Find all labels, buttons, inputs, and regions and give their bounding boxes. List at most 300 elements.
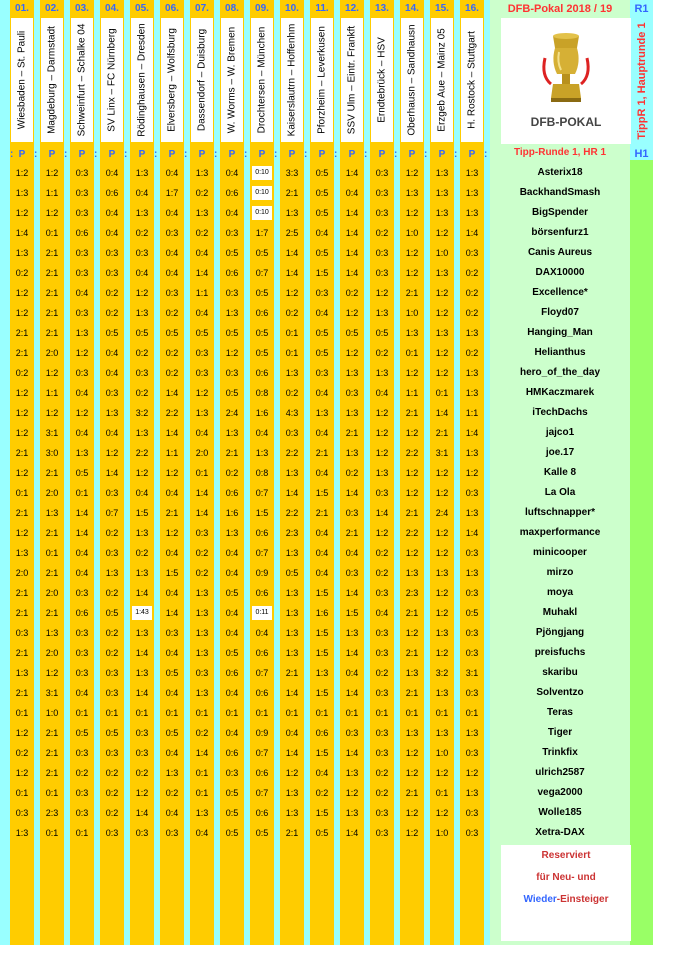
tip-cell: 0:5: [315, 168, 329, 178]
tip-cell: 1:5: [315, 588, 329, 598]
tip-cell: 2:1: [315, 448, 329, 458]
match-name: H. Rostock – Stuttgart: [466, 31, 478, 129]
tip-cell: 0:4: [195, 428, 209, 438]
points-colon: :: [394, 149, 398, 160]
tip-cell: 0:3: [375, 268, 389, 278]
tip-cell: 0:4: [165, 488, 179, 498]
match-number: 10.: [285, 3, 299, 14]
player-name: BigSpender: [531, 207, 589, 218]
tip-cell: 2:1: [15, 448, 29, 458]
tip-cell: 1:7: [255, 228, 269, 238]
tip-cell: 0:5: [165, 668, 179, 678]
tip-cell: 2:1: [405, 288, 419, 298]
tip-cell: 0:5: [105, 608, 119, 618]
reserved-line-2: für Neu- und: [536, 872, 596, 883]
tip-cell: 0:3: [75, 748, 89, 758]
points-colon: :: [10, 149, 14, 160]
tip-cell: 0:6: [255, 688, 269, 698]
tip-cell: 1:3: [405, 188, 419, 198]
tip-cell: 0:2: [465, 348, 479, 358]
tip-cell: 1:2: [345, 308, 359, 318]
tip-cell: 0:5: [225, 328, 239, 338]
tip-cell: 0:2: [375, 788, 389, 798]
player-name: Kalle 8: [543, 467, 577, 478]
tip-cell: 0:3: [345, 508, 359, 518]
tip-cell: 1:2: [15, 388, 29, 398]
tip-cell: 0:3: [135, 828, 149, 838]
tip-cell: 2:1: [405, 648, 419, 658]
tip-cell: 0:3: [135, 368, 149, 378]
tip-cell: 0:4: [315, 568, 329, 578]
tip-cell: 0:6: [255, 768, 269, 778]
tip-cell: 1:5: [135, 508, 149, 518]
tip-cell: 1:3: [75, 448, 89, 458]
tip-cell: 3:1: [465, 668, 479, 678]
tip-cell: 0:3: [375, 208, 389, 218]
tip-cell: 1:3: [195, 588, 209, 598]
tip-cell: 0:1: [195, 468, 209, 478]
tip-cell: 1:2: [15, 468, 29, 478]
tip-cell: 0:4: [165, 748, 179, 758]
tip-cell: 1:2: [405, 548, 419, 558]
tip-cell: 0:4: [75, 688, 89, 698]
tip-cell: 0:3: [375, 808, 389, 818]
match-name: Rödinghausen – Dresden: [136, 23, 148, 137]
tip-cell: 2:1: [405, 688, 419, 698]
tip-cell: 1:3: [345, 768, 359, 778]
tip-cell: 0:6: [315, 728, 329, 738]
tip-cell: 4:3: [285, 408, 299, 418]
tip-cell: 0:5: [465, 608, 479, 618]
tip-cell: 0:4: [105, 168, 119, 178]
tip-cell: 0:4: [135, 268, 149, 278]
points-colon: :: [154, 149, 158, 160]
tip-cell: 1:2: [405, 748, 419, 758]
tip-cell: 0:2: [465, 308, 479, 318]
tip-cell: 0:5: [105, 728, 119, 738]
tip-cell: 1:2: [15, 768, 29, 778]
tip-cell: 0:4: [225, 628, 239, 638]
tip-cell: 0:3: [165, 288, 179, 298]
match-name: Kaiserslautrn – Hoffenhm: [286, 23, 298, 137]
tip-cell: 0:4: [315, 548, 329, 558]
tip-cell: 1:3: [135, 528, 149, 538]
tip-cell: 0:10: [252, 166, 272, 180]
tip-cell: 0:5: [255, 348, 269, 358]
tip-cell: 1:3: [45, 508, 59, 518]
tip-cell: 1:6: [225, 508, 239, 518]
tip-cell: 1:3: [15, 248, 29, 258]
player-name: Excellence*: [532, 287, 588, 298]
player-name: mirzo: [546, 567, 574, 578]
points-marker: P: [138, 149, 146, 160]
tip-cell: 0:1: [435, 388, 449, 398]
tip-cell: 1:4: [465, 228, 479, 238]
tip-cell: 1:4: [345, 228, 359, 238]
player-name: iTechDachs: [532, 407, 588, 418]
tip-cell: 0:2: [105, 528, 119, 538]
tip-cell: 2:1: [45, 728, 59, 738]
tip-cell: 2:4: [225, 408, 239, 418]
match-name-box: [251, 18, 273, 142]
tip-cell: 2:1: [15, 588, 29, 598]
points-marker: P: [438, 149, 446, 160]
tip-cell: 0:4: [225, 548, 239, 558]
tip-cell: 0:4: [225, 688, 239, 698]
player-name: Asterix18: [537, 167, 583, 178]
tip-cell: 0:11: [252, 606, 272, 620]
tip-cell: 1:4: [135, 808, 149, 818]
tip-cell: 0:2: [15, 748, 29, 758]
tip-cell: 1:4: [345, 828, 359, 838]
match-number: 12.: [345, 3, 359, 14]
tip-cell: 0:4: [105, 368, 119, 378]
tip-cell: 0:2: [15, 268, 29, 278]
tip-cell: 2:1: [45, 328, 59, 338]
tip-cell: 0:7: [255, 488, 269, 498]
tip-cell: 0:3: [75, 208, 89, 218]
player-name: hero_of_the_day: [519, 367, 601, 378]
tip-cell: 1:3: [435, 628, 449, 638]
match-name: Schweinfurt – Schalke 04: [76, 23, 88, 137]
tip-cell: 0:4: [105, 428, 119, 438]
tip-cell: 1:4: [375, 508, 389, 518]
tip-cell: 0:3: [225, 368, 239, 378]
tip-cell: 1:2: [285, 288, 299, 298]
tip-cell: 0:2: [345, 288, 359, 298]
tip-cell: 0:2: [195, 728, 209, 738]
tip-cell: 2:1: [15, 328, 29, 338]
tip-cell: 1:3: [435, 268, 449, 278]
tip-cell: 1:4: [285, 488, 299, 498]
tip-cell: 1:3: [285, 548, 299, 558]
tip-cell: 0:3: [195, 348, 209, 358]
tip-cell: 1:4: [345, 488, 359, 498]
tip-cell: 2:1: [405, 408, 419, 418]
tip-cell: 1:1: [45, 388, 59, 398]
tip-cell: 1:3: [135, 668, 149, 678]
tip-cell: 1:2: [225, 348, 239, 358]
tip-cell: 1:5: [315, 628, 329, 638]
tip-cell: 0:1: [375, 708, 389, 718]
logo-text: DFB-POKAL: [530, 115, 602, 129]
tip-cell: 1:3: [135, 568, 149, 578]
tip-cell: 0:4: [75, 288, 89, 298]
tip-cell: 1:4: [165, 608, 179, 618]
tip-cell: 1:2: [435, 368, 449, 378]
tip-cell: 3:1: [435, 448, 449, 458]
tip-cell: 3:2: [135, 408, 149, 418]
tip-cell: 1:4: [465, 528, 479, 538]
tip-cell: 0:4: [135, 488, 149, 498]
tip-cell: 0:10: [252, 206, 272, 220]
tip-cell: 1:3: [285, 628, 299, 638]
player-name: Floyd07: [541, 307, 579, 318]
tip-cell: 0:1: [45, 548, 59, 558]
trophy-icon: [501, 18, 631, 144]
tip-cell: 0:4: [105, 348, 119, 358]
tip-cell: 1:3: [75, 328, 89, 338]
tip-cell: 1:3: [285, 608, 299, 618]
tip-cell: 1:3: [105, 568, 119, 578]
tip-cell: 1:4: [195, 268, 209, 278]
tipp-runde-label: Tipp-Runde 1, HR 1: [513, 147, 607, 158]
points-marker: P: [348, 149, 356, 160]
tip-cell: 0:6: [225, 268, 239, 278]
tip-cell: 2:2: [285, 508, 299, 518]
tip-cell: 0:2: [285, 388, 299, 398]
tip-cell: 3:3: [285, 168, 299, 178]
tip-cell: 0:5: [195, 328, 209, 338]
tip-cell: 0:2: [105, 788, 119, 798]
tip-cell: 1:5: [315, 648, 329, 658]
tip-cell: 1:2: [405, 808, 419, 818]
tip-cell: 0:6: [255, 528, 269, 538]
points-colon: :: [244, 149, 248, 160]
tip-cell: 0:1: [45, 788, 59, 798]
tip-cell: 0:3: [165, 628, 179, 638]
points-marker: P: [108, 149, 116, 160]
tip-cell: 0:2: [135, 768, 149, 778]
tip-cell: 1:4: [435, 408, 449, 418]
dfb-pokal-logo: [501, 18, 631, 144]
points-colon: :: [424, 149, 428, 160]
tip-cell: 0:3: [375, 248, 389, 258]
tip-cell: 0:3: [105, 388, 119, 398]
tip-cell: 0:6: [75, 608, 89, 618]
player-name: Xetra-DAX: [535, 827, 585, 838]
tip-cell: 1:3: [315, 408, 329, 418]
tip-cell: 0:5: [225, 808, 239, 818]
tip-cell: 1:4: [135, 688, 149, 698]
tip-cell: 0:2: [225, 468, 239, 478]
player-name: preisfuchs: [534, 647, 586, 658]
tip-cell: 0:1: [405, 348, 419, 358]
tip-cell: 0:5: [225, 828, 239, 838]
tip-cell: 1:3: [465, 168, 479, 178]
tip-cell: 1:2: [75, 408, 89, 418]
player-name: luftschnapper*: [524, 507, 595, 518]
points-marker: P: [288, 149, 296, 160]
tip-cell: 2:4: [435, 508, 449, 518]
tip-cell: 0:2: [165, 788, 179, 798]
tip-cell: 0:3: [465, 248, 479, 258]
tip-cell: 1:3: [225, 428, 239, 438]
match-name-box: [221, 18, 243, 142]
tip-cell: 1:5: [315, 808, 329, 818]
points-marker: P: [378, 149, 386, 160]
tip-cell: 0:1: [225, 708, 239, 718]
points-colon: :: [484, 149, 488, 160]
tip-cell: 1:2: [15, 308, 29, 318]
tip-cell: 0:6: [255, 588, 269, 598]
tip-cell: 0:4: [165, 168, 179, 178]
tip-cell: 2:1: [285, 668, 299, 678]
tip-cell: 2:1: [45, 768, 59, 778]
tip-cell: 0:3: [15, 808, 29, 818]
tip-cell: 0:2: [105, 588, 119, 598]
tip-cell: 0:3: [105, 748, 119, 758]
tip-cell: 2:1: [45, 468, 59, 478]
tip-cell: 0:2: [465, 268, 479, 278]
tip-cell: 1:3: [435, 728, 449, 738]
match-name: Wiesbaden – St. Pauli: [16, 30, 28, 130]
tip-cell: 0:7: [255, 788, 269, 798]
tip-cell: 0:5: [285, 568, 299, 578]
match-name-box: [371, 18, 393, 142]
tip-cell: 0:3: [195, 668, 209, 678]
tip-cell: 1:4: [345, 648, 359, 658]
tip-cell: 1:2: [435, 808, 449, 818]
tip-cell: 1:3: [465, 568, 479, 578]
tip-cell: 2:2: [405, 528, 419, 538]
tip-cell: 0:2: [135, 348, 149, 358]
tip-cell: 0:3: [75, 248, 89, 258]
tip-cell: 0:5: [225, 248, 239, 258]
tip-cell: 1:2: [345, 348, 359, 358]
tip-cell: 0:4: [375, 608, 389, 618]
tip-cell: 1:4: [195, 508, 209, 518]
tip-cell: 1:3: [15, 828, 29, 838]
tip-cell: 0:1: [45, 828, 59, 838]
tip-cell: 1:3: [225, 528, 239, 538]
tip-cell: 0:3: [375, 728, 389, 738]
player-name: Muhakl: [542, 607, 578, 618]
tip-cell: 2:5: [285, 228, 299, 238]
tip-cell: 0:3: [75, 588, 89, 598]
match-name: Erzgeb Aue – Mainz 05: [436, 28, 448, 132]
tip-cell: 0:2: [375, 228, 389, 238]
tip-cell: 1:2: [15, 168, 29, 178]
tip-cell: 0:4: [195, 308, 209, 318]
match-name-box: [401, 18, 423, 142]
tip-cell: 1:2: [45, 408, 59, 418]
tip-cell: 0:3: [105, 248, 119, 258]
tip-cell: 0:2: [195, 548, 209, 558]
tip-cell: 1:2: [405, 428, 419, 438]
tip-cell: 0:2: [345, 468, 359, 478]
tip-cell: 0:1: [435, 788, 449, 798]
tip-cell: 0:4: [225, 728, 239, 738]
tip-cell: 0:3: [75, 808, 89, 818]
tip-cell: 0:3: [345, 728, 359, 738]
tip-cell: 0:3: [225, 288, 239, 298]
tip-cell: 0:1: [15, 488, 29, 498]
tip-cell: 0:4: [375, 388, 389, 398]
tip-cell: 0:8: [255, 388, 269, 398]
tip-cell: 0:2: [105, 288, 119, 298]
tip-cell: 0:4: [195, 248, 209, 258]
tip-cell: 0:1: [465, 708, 479, 718]
tip-cell: 1:3: [195, 648, 209, 658]
tip-cell: 0:3: [315, 288, 329, 298]
tip-cell: 1:3: [195, 168, 209, 178]
tip-cell: 1:3: [435, 208, 449, 218]
tip-cell: 1:2: [405, 468, 419, 478]
tip-cell: 1:4: [285, 748, 299, 758]
tip-cell: 0:4: [165, 268, 179, 278]
tip-cell: 1:3: [135, 168, 149, 178]
tip-cell: 1:3: [375, 368, 389, 378]
tip-cell: 0:8: [255, 468, 269, 478]
round-vertical-label: TippR 1, Hauptrunde 1: [635, 22, 648, 140]
tip-cell: 1:1: [45, 188, 59, 198]
tip-cell: 2:1: [15, 608, 29, 618]
tip-cell: 0:6: [225, 668, 239, 678]
tip-cell: 0:3: [165, 828, 179, 838]
match-name-box: [461, 18, 483, 142]
tip-cell: 2:0: [195, 448, 209, 458]
tip-cell: 0:1: [195, 708, 209, 718]
tip-cell: 0:3: [75, 168, 89, 178]
tip-cell: 0:4: [105, 228, 119, 238]
tip-cell: 0:2: [465, 288, 479, 298]
points-marker: P: [468, 149, 476, 160]
tip-cell: 0:6: [225, 188, 239, 198]
tip-cell: 0:3: [75, 188, 89, 198]
points-colon: :: [94, 149, 98, 160]
tip-cell: 0:4: [225, 208, 239, 218]
tip-cell: 0:9: [255, 568, 269, 578]
tip-cell: 1:2: [435, 548, 449, 558]
tip-cell: 1:2: [15, 408, 29, 418]
tip-cell: 1:3: [465, 388, 479, 398]
points-colon: :: [454, 149, 458, 160]
tip-cell: 1:3: [285, 808, 299, 818]
match-name: SSV Ulm – Eintr. Frankft: [346, 25, 358, 135]
tip-cell: 0:5: [315, 828, 329, 838]
tip-cell: 2:0: [45, 648, 59, 658]
tip-cell: 1:3: [195, 608, 209, 618]
tip-cell: 0:3: [465, 808, 479, 818]
tip-cell: 1:2: [405, 268, 419, 278]
tip-cell: 0:7: [105, 508, 119, 518]
tip-cell: 0:3: [75, 788, 89, 798]
tip-cell: 0:4: [165, 248, 179, 258]
tip-cell: 0:10: [252, 186, 272, 200]
tip-cell: 1:2: [405, 768, 419, 778]
points-colon: :: [124, 149, 128, 160]
tip-cell: 0:9: [255, 728, 269, 738]
tip-cell: 1:3: [375, 308, 389, 318]
tip-cell: 1:4: [285, 688, 299, 698]
tip-cell: 0:3: [75, 648, 89, 658]
tip-cell: 2:2: [165, 408, 179, 418]
tip-cell: 1:3: [105, 408, 119, 418]
tip-cell: 0:3: [105, 828, 119, 838]
tip-cell: 1:6: [255, 408, 269, 418]
tip-cell: 0:7: [255, 668, 269, 678]
tip-cell: 2:1: [345, 428, 359, 438]
tip-cell: 1:5: [345, 608, 359, 618]
tip-cell: 2:2: [285, 448, 299, 458]
tip-cell: 1:3: [225, 308, 239, 318]
tip-cell: 1:3: [435, 688, 449, 698]
match-name: W. Worms – W. Bremen: [226, 26, 238, 134]
tip-cell: 1:2: [465, 468, 479, 478]
tip-cell: 0:5: [225, 388, 239, 398]
tip-cell: 1:3: [285, 648, 299, 658]
tip-cell: 1:3: [435, 188, 449, 198]
player-name: börsenfurz1: [531, 227, 589, 238]
tip-cell: 1:4: [75, 508, 89, 518]
tip-cell: 2:0: [45, 348, 59, 358]
tip-cell: 0:3: [225, 228, 239, 238]
tip-cell: 2:1: [45, 608, 59, 618]
tip-cell: 1:4: [345, 168, 359, 178]
tip-cell: 0:5: [315, 328, 329, 338]
tip-cell: 0:6: [225, 748, 239, 758]
